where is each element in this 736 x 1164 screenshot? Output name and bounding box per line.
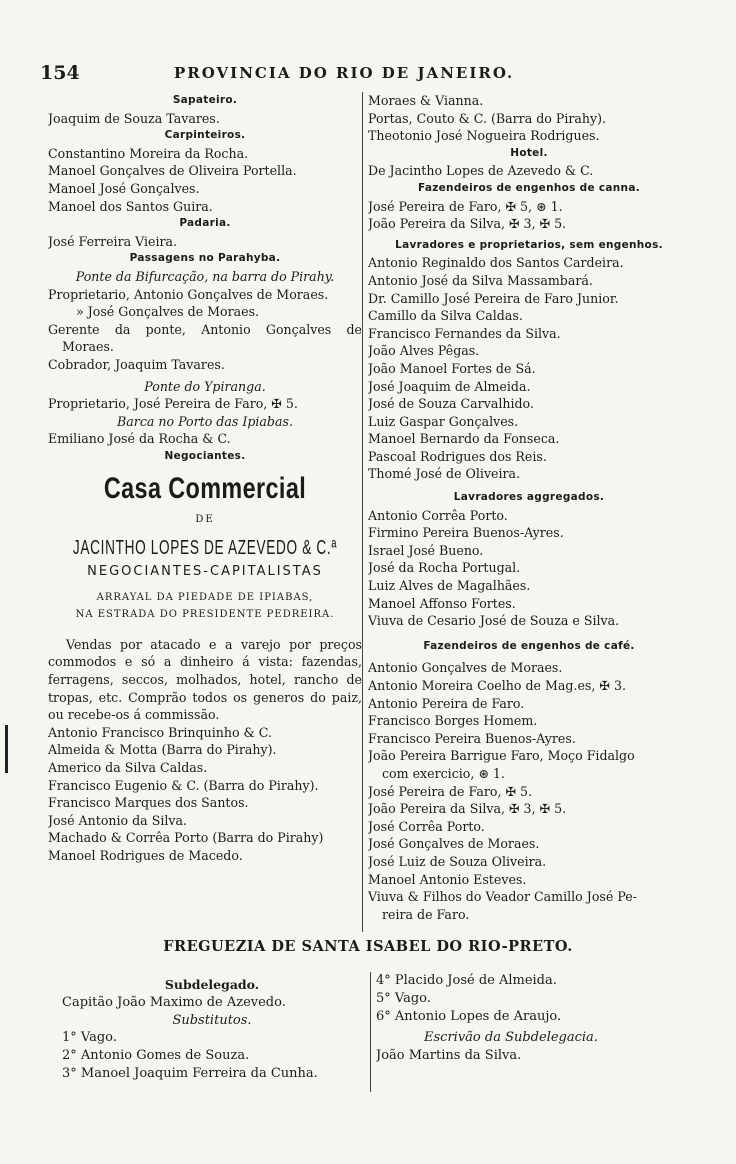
list-item: Antonio Francisco Brinquinho & C. — [48, 724, 272, 740]
heading-sapateiro: Sapateiro. — [172, 94, 238, 106]
list-item: Antonio Reginaldo dos Santos Cardeira. — [368, 255, 624, 271]
list-item: José Ferreira Vieira. — [48, 233, 178, 249]
advertisement — [48, 469, 362, 723]
heading-fazendeiros-cafe: Fazendeiros de engenhos de café. — [423, 639, 635, 652]
list-item: Luiz Alves de Magalhães. — [368, 578, 531, 594]
heading-padaria: Padaria. — [179, 217, 231, 230]
bottom-right-column — [376, 972, 676, 1065]
heading-negociantes: Negociantes. — [164, 449, 246, 462]
bottom-left-column — [62, 972, 362, 1083]
ad-title: Casa Commercial — [103, 472, 307, 506]
ad-subtitle: NEGOCIANTES-CAPITALISTAS — [87, 564, 323, 580]
list-item: Moraes. — [62, 339, 114, 355]
list-item: João Martins da Silva. — [376, 1048, 522, 1064]
list-item: com exercicio, ⊛ 1. — [382, 765, 505, 781]
list-item: Antonio Moreira Coelho de Mag.es, ✠ 3. — [368, 678, 626, 693]
list-item: João Pereira da Silva, ✠ 3, ✠ 5. — [368, 216, 567, 232]
list-item: Antonio José da Silva Massambará. — [368, 272, 593, 288]
list-item: Francisco Borges Homem. — [368, 713, 538, 729]
subheading-ponte-ypiranga: Ponte do Ypiranga. — [144, 378, 266, 394]
list-item: Theotonio José Nogueira Rodrigues. — [368, 128, 600, 144]
list-item: Pascoal Rodrigues dos Reis. — [368, 448, 547, 464]
heading-fazendeiros-canna: Fazendeiros de engenhos de canna. — [417, 181, 640, 194]
heading-passagens: Passagens no Parahyba. — [129, 252, 281, 265]
list-item: Manoel Rodrigues de Macedo. — [48, 847, 243, 863]
list-item: Moraes & Vianna. — [368, 93, 484, 108]
list-item: José Pereira de Faro, ✠ 5, ⊛ 1. — [368, 198, 563, 214]
list-item: Almeida & Motta (Barra do Pirahy). — [48, 742, 277, 758]
list-item: José Corrêa Porto. — [368, 818, 485, 834]
list-item: De Jacintho Lopes de Azevedo & C. — [368, 163, 594, 179]
list-item: Joaquim de Souza Tavares. — [48, 110, 220, 126]
heading-substitutos: Substitutos. — [172, 1012, 252, 1028]
section-title: FREGUEZIA DE SANTA ISABEL DO RIO-PRETO. — [163, 938, 573, 955]
ad-place-line: ARRAYAL DA PIEDADE DE IPIABAS, — [96, 591, 314, 603]
list-item: Machado & Corrêa Porto (Barra do Pirahy) — [48, 830, 324, 846]
list-item: 4° Placido José de Almeida. — [376, 973, 557, 988]
list-item: José da Rocha Portugal. — [368, 560, 521, 576]
list-item: Constantino Moreira da Rocha. — [48, 145, 249, 161]
list-item: Manoel José Gonçalves. — [48, 180, 200, 196]
list-item: 1° Vago. — [62, 1030, 117, 1046]
ad-description: Vendas por atacado e a varejo por preços commodos e só a dinheiro á vista: fazendas, ferragens, seccos, molhados, hotel, rancho de tropas, etc. Comprão todos os generos do paiz, ou recebe-os á commissão. — [48, 636, 362, 723]
list-item: Camillo da Silva Caldas. — [368, 308, 523, 324]
heading-carpinteiros: Carpinteiros. — [164, 129, 246, 142]
list-item: Proprietario, José Pereira de Faro, ✠ 5. — [48, 396, 298, 412]
list-item: 6° Antonio Lopes de Araujo. — [376, 1008, 562, 1024]
list-item: Antonio Corrêa Porto. — [368, 507, 508, 523]
list-item: Manoel Antonio Esteves. — [368, 871, 527, 887]
list-item: João Pereira Barrigue Faro, Moço Fidalgo — [368, 748, 635, 764]
list-item: » José Gonçalves de Moraes. — [76, 304, 260, 320]
subheading-barca: Barca no Porto das Ipiabas. — [117, 413, 293, 429]
column-divider — [370, 972, 371, 1092]
list-item: Americo da Silva Caldas. — [48, 760, 208, 775]
list-item: Thomé José de Oliveira. — [368, 466, 521, 482]
list-item: Antonio Pereira de Faro. — [368, 695, 525, 711]
list-item: Viuva & Filhos do Veador Camillo José Pe- — [368, 889, 637, 905]
list-item: João Alves Pêgas. — [368, 343, 480, 359]
list-item: Manoel Gonçalves de Oliveira Portella. — [48, 163, 297, 179]
ad-de: DE — [195, 514, 215, 526]
list-item: Manoel dos Santos Guira. — [48, 198, 213, 214]
list-item: Manoel Affonso Fortes. — [368, 595, 516, 611]
list-item: Gerente da ponte, Antonio Gonçalves de — [48, 321, 362, 337]
heading-aggregados: Lavradores aggregados. — [453, 491, 605, 504]
heading-subdelegado: Subdelegado. — [164, 977, 260, 992]
list-item: Viuva de Cesario José de Souza e Silva. — [368, 613, 620, 629]
list-item: Capitão João Maximo de Azevedo. — [62, 994, 286, 1010]
list-item: Luiz Gaspar Gonçalves. — [368, 413, 519, 429]
list-item: José Antonio da Silva. — [48, 812, 188, 828]
list-item: José Luiz de Souza Oliveira. — [368, 853, 547, 869]
ad-place-line: NA ESTRADA DO PRESIDENTE PEDREIRA. — [75, 609, 335, 621]
list-item: João Manoel Fortes de Sá. — [368, 360, 536, 376]
list-item: João Pereira da Silva, ✠ 3, ✠ 5. — [368, 801, 567, 817]
list-item: José de Souza Carvalhido. — [368, 396, 534, 412]
list-item: 3° Manoel Joaquim Ferreira da Cunha. — [62, 1065, 318, 1081]
list-item: José Pereira de Faro, ✠ 5. — [368, 783, 533, 799]
list-item: Emiliano José da Rocha & C. — [48, 431, 231, 447]
list-item: Manoel Bernardo da Fonseca. — [368, 431, 560, 447]
list-item: 2° Antonio Gomes de Souza. — [62, 1048, 250, 1064]
column-divider — [362, 92, 363, 932]
list-item: Proprietario, Antonio Gonçalves de Moraes. — [48, 286, 329, 302]
list-item: Dr. Camillo José Pereira de Faro Junior. — [368, 290, 619, 306]
list-item: Portas, Couto & C. (Barra do Pirahy). — [368, 110, 607, 126]
right-column — [368, 92, 690, 923]
subheading-ponte-bifurcacao: Ponte da Bifurcação, na barra do Pirahy. — [75, 268, 335, 284]
heading-lavradores: Lavradores e proprietarios, sem engenhos. — [395, 238, 663, 251]
page-header — [40, 62, 700, 86]
list-item: José Joaquim de Almeida. — [368, 378, 531, 394]
list-item: Francisco Fernandes da Silva. — [368, 325, 561, 341]
left-column — [48, 92, 362, 865]
heading-escrivao: Escrivão da Subdelegacia. — [424, 1030, 598, 1046]
list-item: Francisco Eugenio & C. (Barra do Pirahy). — [48, 777, 319, 793]
list-item: Firmino Pereira Buenos-Ayres. — [368, 525, 564, 541]
list-item: Israel José Bueno. — [368, 542, 484, 558]
list-item: Francisco Marques dos Santos. — [48, 795, 249, 811]
list-item: Cobrador, Joaquim Tavares. — [48, 356, 225, 372]
ad-company-name: JACINTHO LOPES DE AZEVEDO & C.ª — [72, 537, 338, 560]
running-title: PROVINCIA DO RIO DE JANEIRO. — [174, 64, 515, 82]
margin-mark — [5, 725, 8, 773]
page-number: 154 — [40, 62, 80, 84]
list-item: 5° Vago. — [376, 990, 431, 1006]
list-item: Francisco Pereira Buenos-Ayres. — [368, 730, 576, 746]
list-item: José Gonçalves de Moraes. — [368, 836, 540, 852]
list-item: Antonio Gonçalves de Moraes. — [368, 660, 563, 676]
list-item: reira de Faro. — [382, 906, 470, 922]
heading-hotel: Hotel. — [510, 146, 548, 159]
